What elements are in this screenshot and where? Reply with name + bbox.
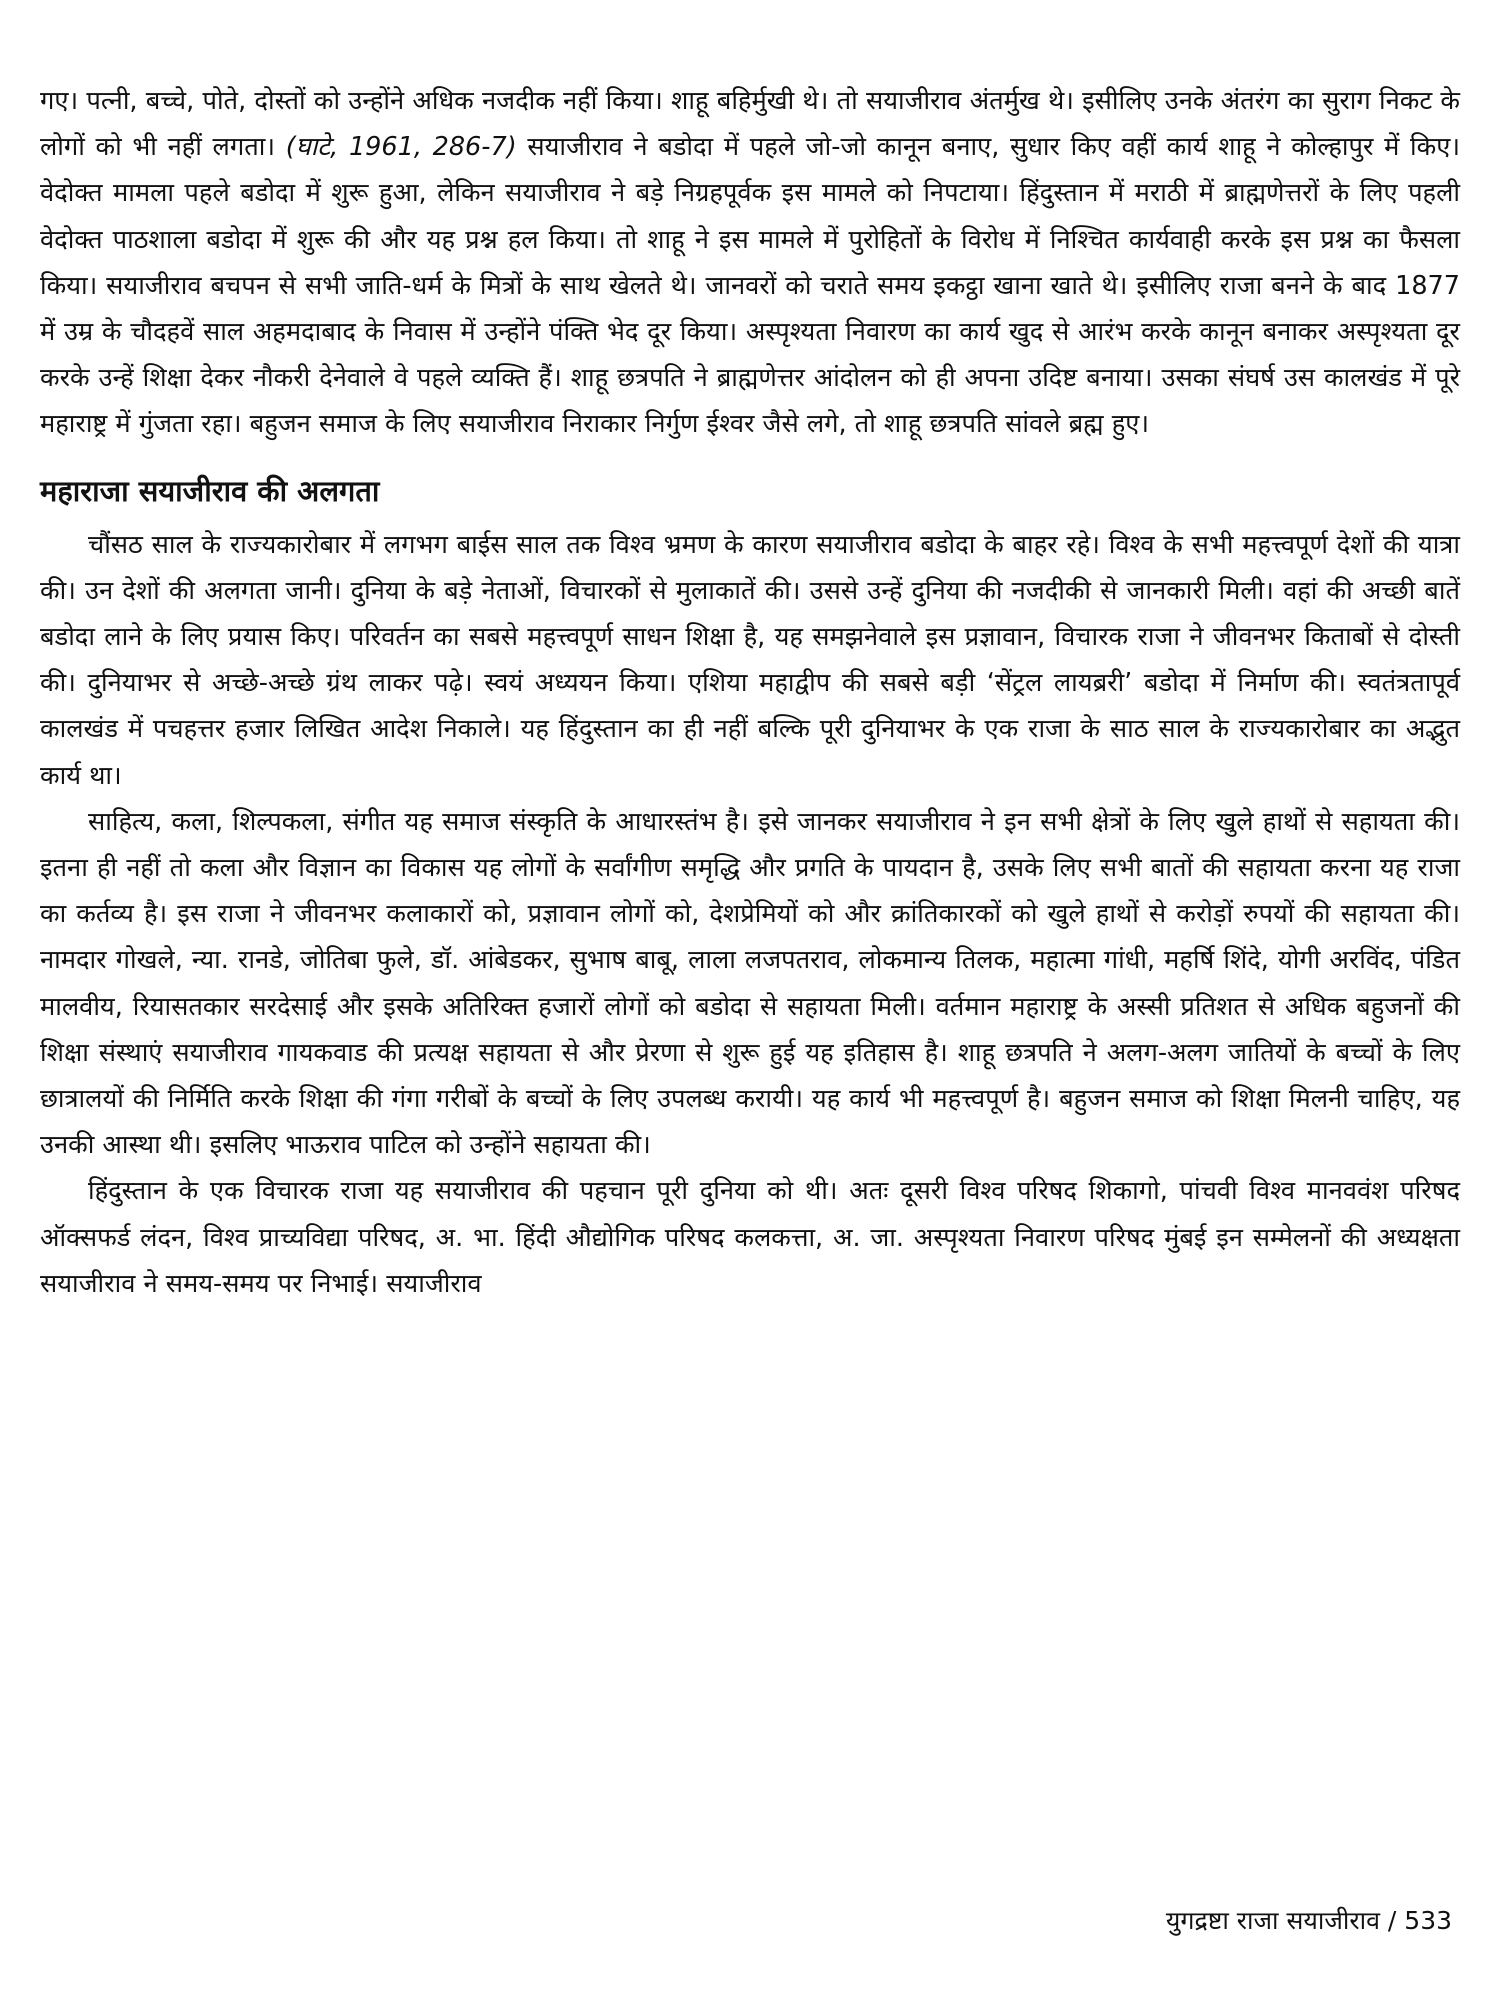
paragraph-1-text-b: सयाजीराव ने बडोदा में पहले जो-जो कानून बनाए, सुधार किए वहीं कार्य शाहू ने कोल्हापुर में किए। वेदोक्त मामला पहले बडोदा में शुरू हुआ, लेकिन सयाजीराव ने बड़े निग्रहपूर्वक इस मामले को निपटाया। हिंदुस्तान में मराठी में ब्राह्मणेत्तरों के लिए पहली वेदोक्त पाठशाला बडोदा में शुरू की और यह प्रश्न हल किया। तो शाहू ने इस मामले में पुरोहितों के विरोध में निश्चित कार्यवाही करके इस प्रश्न का फैसला किया। सयाजीराव बचपन से सभी जाति-धर्म के मित्रों के साथ खेलते थे। जानवरों को चराते समय इकट्ठा खाना खाते थे। इसीलिए राजा बनने के बाद 1877 में उम्र के चौदहवें साल अहमदाबाद के निवास में उन्होंने पंक्ति भेद दूर किया। अस्पृश्यता निवारण का कार्य खुद से आरंभ करके कानून बनाकर अस्पृश्यता दूर करके उन्हें शिक्षा देकर नौकरी देनेवाले वे पहले व्यक्ति हैं। शाहू छत्रपति ने ब्राह्मणेत्तर आंदोलन को ही अपना उदिष्ट बनाया। उसका संघर्ष उस कालखंड में पूरे महाराष्ट्र में गुंजता रहा। बहुजन समाज के लिए सयाजीराव निराकार निर्गुण ईश्वर जैसे लगे, तो शाहू छत्रपति सांवले ब्रह्म हुए। [40, 132, 1460, 440]
paragraph-1 [40, 78, 1460, 448]
page-content [40, 78, 1460, 1307]
section-heading: महाराजा सयाजीराव की अलगता [40, 473, 380, 508]
paragraph-2: चौंसठ साल के राज्यकारोबार में लगभग बाईस साल तक विश्व भ्रमण के कारण सयाजीराव बडोदा के बाहर रहे। विश्व के सभी महत्त्वपूर्ण देशों की यात्रा की। उन देशों की अलगता जानी। दुनिया के बड़े नेताओं, विचारकों से मुलाकातें की। उससे उन्हें दुनिया की नजदीकी से जानकारी मिली। वहां की अच्छी बातें बडोदा लाने के लिए प्रयास किए। परिवर्तन का सबसे महत्त्वपूर्ण साधन शिक्षा है, यह समझनेवाले इस प्रज्ञावान, विचारक राजा ने जीवनभर किताबों से दोस्ती की। दुनियाभर से अच्छे-अच्छे ग्रंथ लाकर पढ़े। स्वयं अध्ययन किया। एशिया महाद्वीप की सबसे बड़ी ‘सेंट्रल लायब्ररी’ बडोदा में निर्माण की। स्वतंत्रतापूर्व कालखंड में पचहत्तर हजार लिखित आदेश निकाले। यह हिंदुस्तान का ही नहीं बल्कि पूरी दुनियाभर के एक राजा के साठ साल के राज्यकारोबार का अद्भुत कार्य था। [40, 529, 1460, 791]
paragraph-3: साहित्य, कला, शिल्पकला, संगीत यह समाज संस्कृति के आधारस्तंभ है। इसे जानकर सयाजीराव ने इन सभी क्षेत्रों के लिए खुले हाथों से सहायता की। इतना ही नहीं तो कला और विज्ञान का विकास यह लोगों के सर्वांगीण समृद्धि और प्रगति के पायदान है, उसके लिए सभी बातों की सहायता करना यह राजा का कर्तव्य है। इस राजा ने जीवनभर कलाकारों को, प्रज्ञावान लोगों को, देशप्रेमियों को और क्रांतिकारकों को खुले हाथों से करोड़ों रुपयों की सहायता की। नामदार गोखले, न्या. रानडे, जोतिबा फुले, डॉ. आंबेडकर, सुभाष बाबू, लाला लजपतराव, लोकमान्य तिलक, महात्मा गांधी, महर्षि शिंदे, योगी अरविंद, पंडित मालवीय, रियासतकार सरदेसाई और इसके अतिरिक्त हजारों लोगों को बडोदा से सहायता मिली। वर्तमान महाराष्ट्र के अस्सी प्रतिशत से अधिक बहुजनों की शिक्षा संस्थाएं सयाजीराव गायकवाड की प्रत्यक्ष सहायता से और प्रेरणा से शुरू हुई यह इतिहास है। शाहू छत्रपति ने अलग-अलग जातियों के बच्चों के लिए छात्रालयों की निर्मिति करके शिक्षा की गंगा गरीबों के बच्चों के लिए उपलब्ध करायी। यह कार्य भी महत्त्वपूर्ण है। बहुजन समाज को शिक्षा मिलनी चाहिए, यह उनकी आस्था थी। इसलिए भाऊराव पाटिल को उन्होंने सहायता की। [40, 806, 1460, 1161]
paragraph-1-text-a: गए। पत्नी, बच्चे, पोते, दोस्तों को उन्होंने अधिक नजदीक नहीं किया। शाहू बहिर्मुखी थे। तो सयाजीराव अंतर्मुख थे। इसीलिए उनके अंतरंग का सुराग निकट के लोगों को भी नहीं लगता। [40, 86, 1460, 163]
paragraph-4: हिंदुस्तान के एक विचारक राजा यह सयाजीराव की पहचान पूरी दुनिया को थी। अतः दूसरी विश्व परिषद शिकागो, पांचवी विश्व मानववंश परिषद ऑक्सफर्ड लंदन, विश्व प्राच्यविद्या परिषद, अ. भा. हिंदी औद्योगिक परिषद कलकत्ता, अ. जा. अस्पृश्यता निवारण परिषद मुंबई इन सम्मेलनों की अध्यक्षता सयाजीराव ने समय-समय पर निभाई। सयाजीराव [40, 1176, 1460, 1299]
page-footer: युगद्रष्टा राजा सयाजीराव / 533 [1165, 1906, 1452, 1935]
citation: (घाटे, 1961, 286-7) [285, 132, 517, 163]
